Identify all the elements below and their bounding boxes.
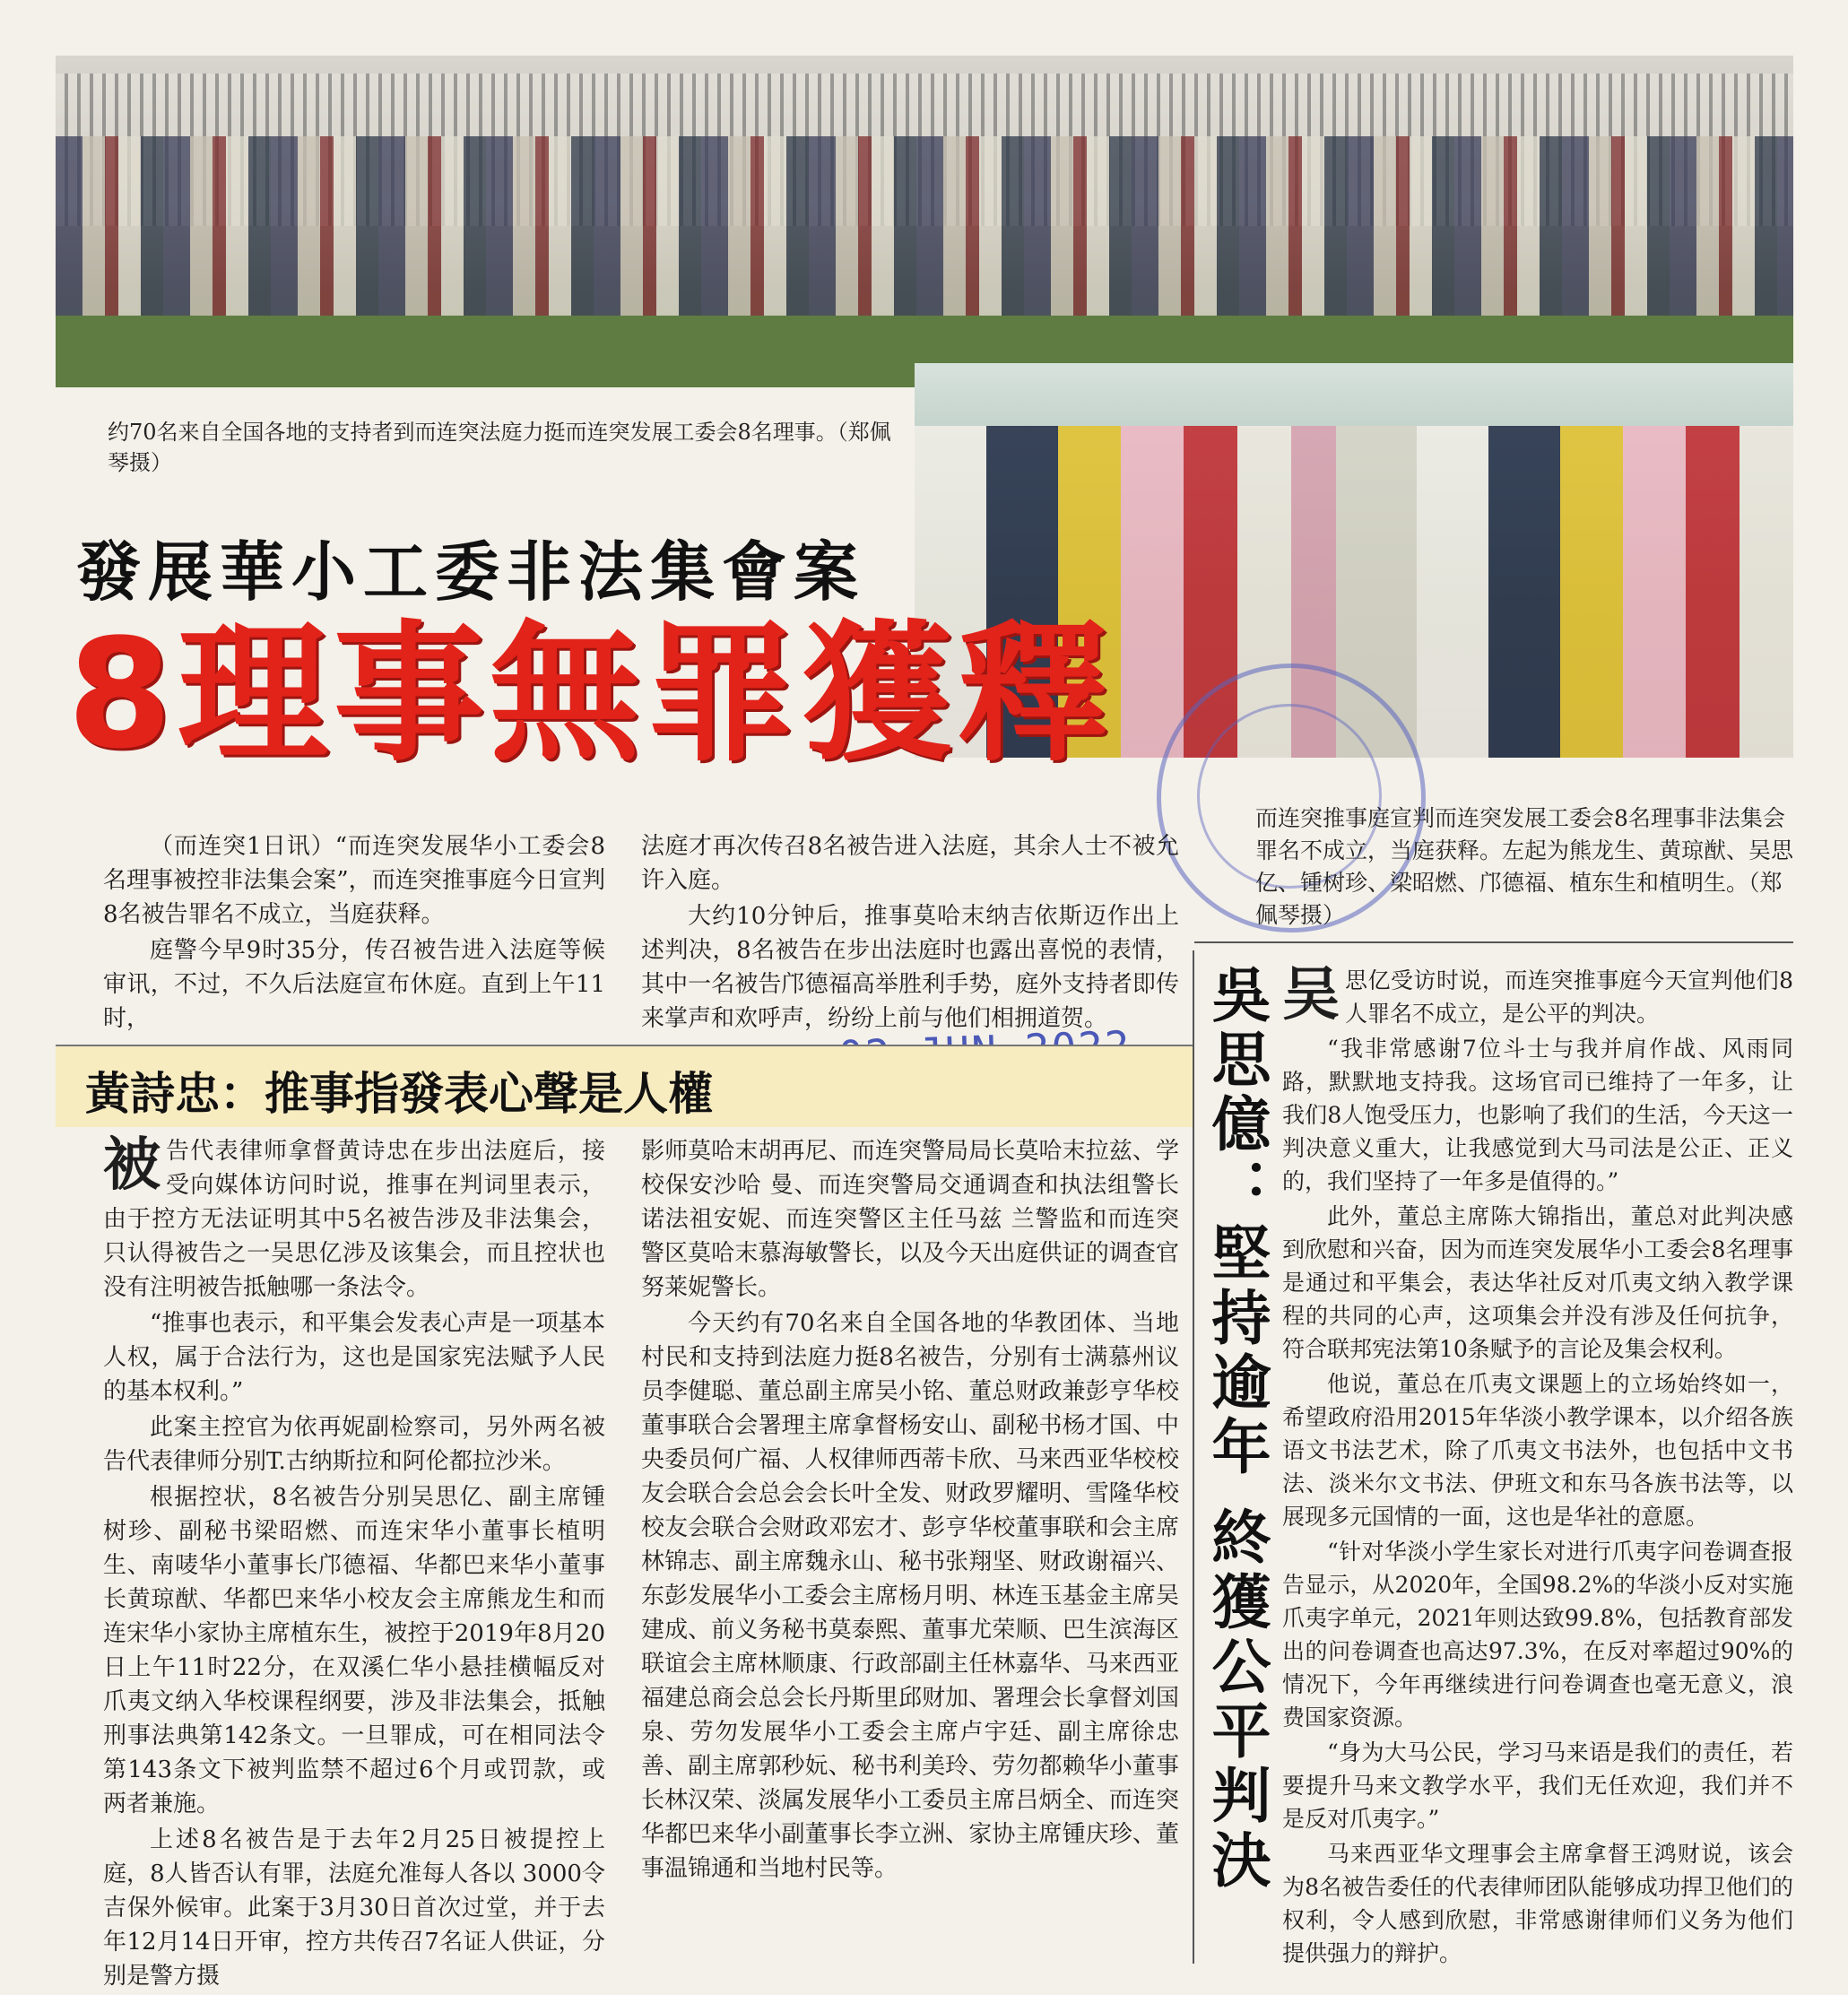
article3-para5: “针对华淡小学生家长对进行爪夷字问卷调查报告显示，从2020年，全国98.2%的华淡小反对实施爪夷字单元，2021年则达致99.8%，包括教育部发出的问卷调查也高达97.3%，在反对率超过90%的情况下，今年再继续进行问卷调查也毫无意义，浪费国家资源。 — [1282, 1539, 1793, 1730]
group-photo-caption: 约70名来自全国各地的支持者到而连突法庭力挺而连突发展工委会8名理事。（郑佩琴摄） — [108, 420, 891, 475]
defendants-photo-caption: 而连突推事庭宣判而连突发展工委会8名理事非法集会罪名不成立，当庭获释。左起为熊龙生、黄琼猷、吴思亿、锺树珍、梁昭燃、邝德福、植东生和植明生。（郑佩琴摄） — [1255, 805, 1794, 928]
article3-para4: 他说，董总在爪夷文课题上的立场始终如一，希望政府沿用2015年华淡小教学课本，以介绍各族语文书法艺术，除了爪夷文书法外，也包括中文书法、淡米尔文书法、伊班文和东马各族书法等，以展现多元国情的一面，这也是华社的意愿。 — [1282, 1371, 1793, 1530]
article3-para7: 马来西亚华文理事会主席拿督王鸿财说，该会为8名被告委任的代表律师团队能够成功捍卫他们的权利，令人感到欣慰，非常感谢律师们义务为他们提供强力的辩护。 — [1282, 1841, 1793, 1966]
article2-col2 — [641, 1134, 1179, 1887]
article1-para3: 法庭才再次传召8名被告进入法庭，其余人士不被允许入庭。 — [641, 833, 1179, 894]
article3-title: 吳思億：堅持逾年 終獲公平判決 — [1202, 964, 1271, 1894]
article2-dropcap: 被 — [103, 1132, 161, 1199]
article3-col — [1282, 961, 1793, 1972]
group-photo — [56, 56, 1793, 387]
article2-para4: 根据控状，8名被告分别吴思亿、副主席锺树珍、副秘书梁昭燃、而连宋华小董事长植明生、南唛华小董事长邝德福、华都巴来华小董事长黄琼猷、华都巴来华小校友会主席熊龙生和而连宋华小家协主席植东生，被控于2019年8月20日上午11时22分，在双溪仁华小悬挂横幅反对爪夷文纳入华校课程纲要，涉及非法集会，抵触刑事法典第142条文。一旦罪成，可在相同法令第143条文下被判监禁不超过6个月或罚款，或两者兼施。 — [103, 1484, 605, 1817]
article3-para1: 思亿受访时说，而连突推事庭今天宣判他们8人罪名不成立，是公平的判决。 — [1345, 967, 1793, 1027]
article1-para4: 大约10分钟后，推事莫哈末纳吉依斯迈作出上述判决，8名被告在步出法庭时也露出喜悦的表情，其中一名被告邝德福高举胜利手势，庭外支持者即传来掌声和欢呼声，纷纷上前与他们相拥道贺。 — [641, 903, 1179, 1032]
headline-kicker: 發展華小工委非法集會案 — [76, 534, 866, 610]
article3-dropcap: 吴 — [1282, 961, 1340, 1028]
article2-para6: 影师莫哈末胡再尼、而连突警局局长莫哈末拉兹、学校保安沙哈 曼、而连突警局交通调查和执法组警长诺法祖安妮、而连突警区主任马兹 兰警监和而连突警区莫哈末慕海敏警长，以及今天出庭供证的调查官努莱妮警长。 — [641, 1138, 1179, 1301]
article2-subhead: 黃詩忠：推事指發表心聲是人權 — [85, 1068, 713, 1120]
article2-para7: 今天约有70名来自全国各地的华教团体、当地村民和支持到法庭力挺8名被告，分别有士满慕州议员李健聪、董总副主席吴小铭、董总财政兼彭亨华校董事联合会署理主席拿督杨安山、副秘书杨才国、中央委员何广福、人权律师西蒂卡欣、马来西亚华校校友会联合会总会会长叶全发、财政罗耀明、雪隆华校校友会联合会财政邓宏才、彭亨华校董事联和会主席林锦志、副主席魏永山、秘书张翔坚、财政谢福兴、东彭发展华小工委会主席杨月明、林连玉基金主席吴建成、前义务秘书莫泰熙、董事尤荣顺、巴生滨海区联谊会主席林顺康、行政部副主任林嘉华、马来西亚福建总商会总会长丹斯里邱财加、署理会长拿督刘国泉、劳勿发展华小工委会主席卢宇廷、副主席徐忠善、副主席郭秒妧、秘书利美玲、劳勿都赖华小董事长林汉荣、淡属发展华小工委员主席吕炳全、而连突华都巴来华小副董事长李立洲、家协主席锺庆珍、董事温锦通和当地村民等。 — [641, 1310, 1179, 1882]
main-headline: 8理事無罪獲釋 — [67, 606, 1114, 782]
article2-para5: 上述8名被告是于去年2月25日被提控上庭，8人皆否认有罪，法庭允准每人各以 3000令吉保外候审。此案于3月30日首次过堂，并于去年12月14日开审，控方共传召7名证人供证，分别是警方摄 — [103, 1826, 605, 1990]
article3-para3: 此外，董总主席陈大锦指出，董总对此判决感到欣慰和兴奋，因为而连突发展华小工委会8名理事是通过和平集会，表达华社反对爪夷文纳入教学课程的共同的心声，这项集会并没有涉及任何抗争，符合联邦宪法第10条赋予的言论及集会权利。 — [1282, 1203, 1793, 1362]
article2-para3: 此案主控官为依再妮副检察司，另外两名被告代表律师分别T.古纳斯拉和阿伦都拉沙米。 — [103, 1414, 605, 1475]
article2-para1: 告代表律师拿督黄诗忠在步出法庭后，接受向媒体访问时说，推事在判词里表示，由于控方无法证明其中5名被告涉及非法集会，只认得被告之一吴思亿涉及该集会，而且控状也没有注明被告抵触哪一条法令。 — [103, 1138, 605, 1301]
article1-para1: （而连突1日讯）“而连突发展华小工委会8名理事被控非法集会案”，而连突推事庭今日宣判8名被告罪名不成立，当庭获释。 — [103, 833, 605, 928]
article3-para2: “我非常感谢7位斗士与我并肩作战、风雨同路，默默地支持我。这场官司已维持了一年多，让我们8人饱受压力，也影响了我们的生活，今天这一判决意义重大，让我感觉到大马司法是公正、正义的，我们坚持了一年多是值得的。” — [1282, 1036, 1793, 1194]
column-divider — [1193, 950, 1194, 1964]
article2-col1 — [103, 1134, 605, 1995]
article1-para2: 庭警今早9时35分，传召被告进入法庭等候审讯，不过，不久后法庭宣布休庭。直到上午11时， — [103, 937, 605, 1032]
article1-col1 — [103, 829, 605, 1037]
article2-para2: “推事也表示，和平集会发表心声是一项基本人权，属于合法行为，这也是国家宪法赋予人民的基本权利。” — [103, 1310, 605, 1405]
article3-para6: “身为大马公民，学习马来语是我们的责任，若要提升马来文教学水平，我们无任欢迎，我们并不是反对爪夷字。” — [1282, 1739, 1793, 1832]
sidebar-top-rule — [1194, 941, 1793, 943]
article1-col2 — [641, 829, 1179, 1037]
